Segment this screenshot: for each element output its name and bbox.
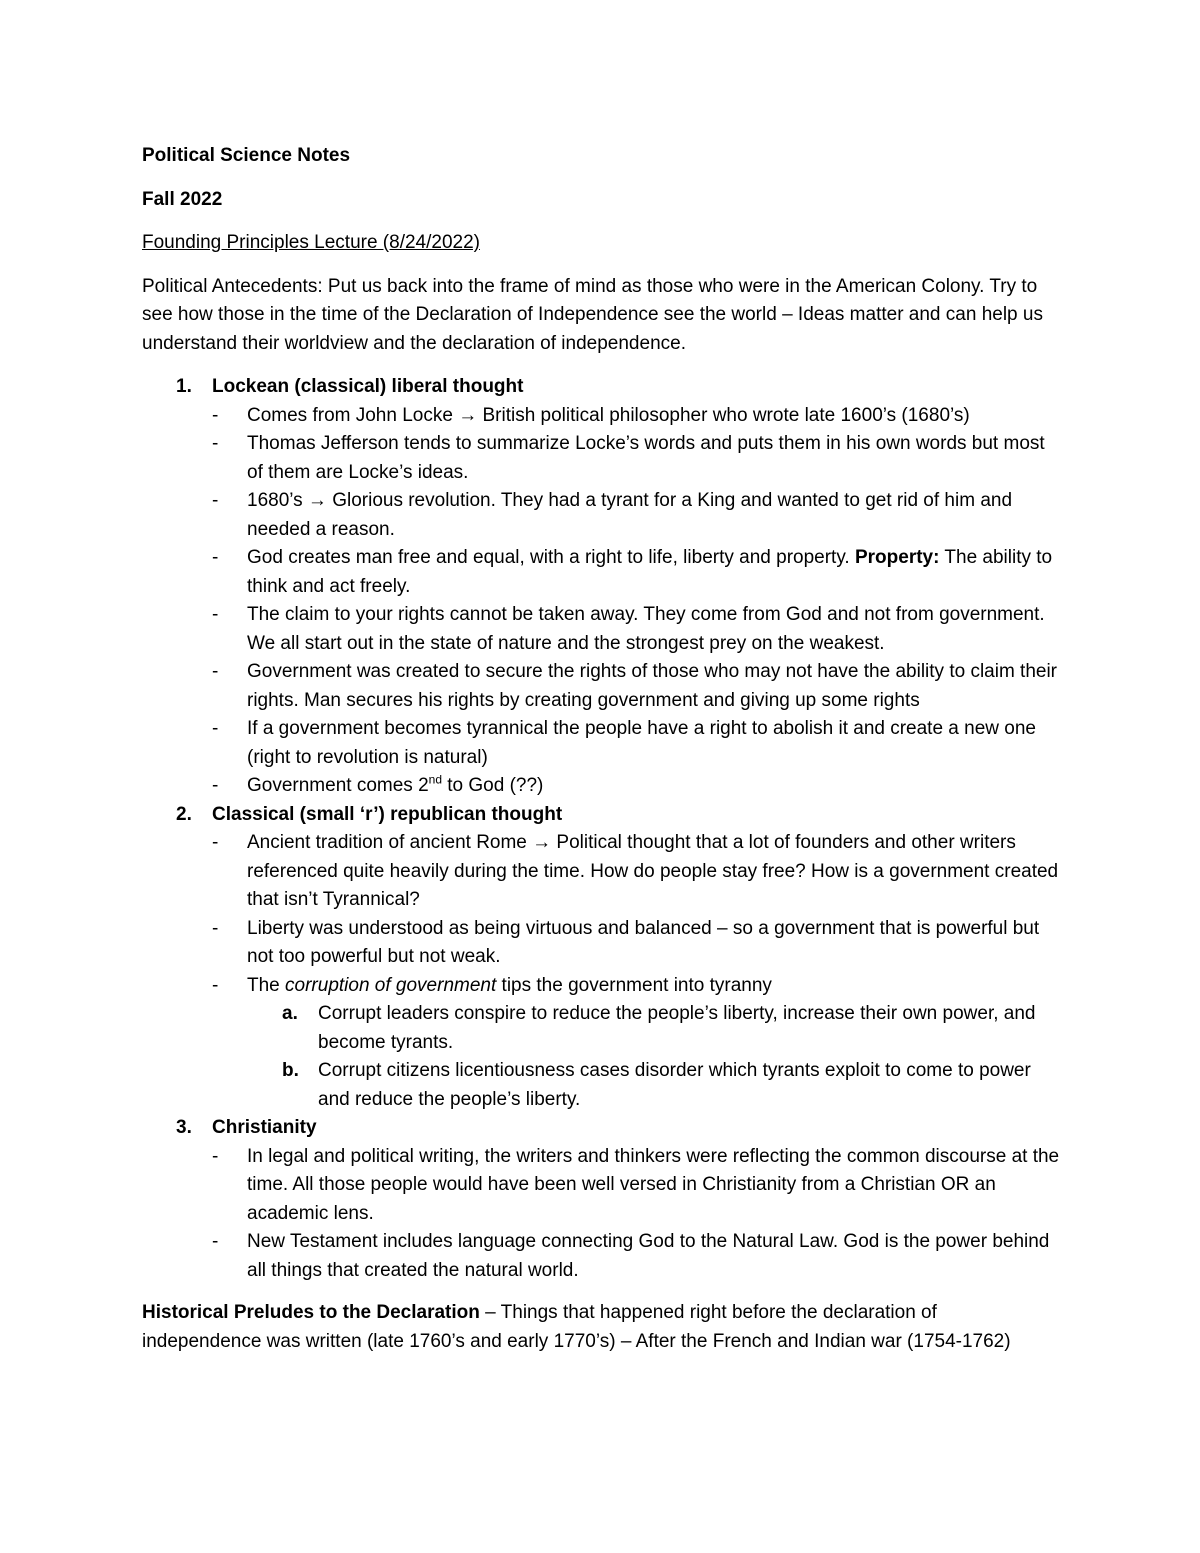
dash-marker: - xyxy=(212,604,219,625)
bullet-item xyxy=(212,972,1060,1115)
bullet-text: Government was created to secure the rights of those who may not have the ability to claim their rights. Man secures his rights by creating government and giving up some rights xyxy=(247,661,1058,711)
bullet-text: If a government becomes tyrannical the people have a right to abolish it and create a new one (right to revolution is natural) xyxy=(247,718,1036,768)
bullet-text: The claim to your rights cannot be taken away. They come from God and not from government. We all start out in the state of nature and the strongest prey on the weakest. xyxy=(247,604,1045,654)
dash-marker: - xyxy=(212,775,219,796)
term-label: Fall 2022 xyxy=(142,188,223,210)
bullet-item xyxy=(212,1228,1060,1285)
dash-marker: - xyxy=(212,404,219,426)
bullet-item xyxy=(212,544,1060,601)
section-title: Lockean (classical) liberal thought xyxy=(212,376,524,397)
main-numbered-list xyxy=(142,373,1060,1285)
dash-marker: - xyxy=(212,974,219,996)
bullet-item xyxy=(212,601,1060,658)
bullet-item xyxy=(212,715,1060,772)
bullet-item xyxy=(212,772,1060,801)
dash-marker: - xyxy=(212,718,219,739)
sub-item xyxy=(247,1057,1060,1114)
list-item-republican xyxy=(142,801,1060,1115)
dash-marker: - xyxy=(212,1145,219,1167)
bullet-list xyxy=(212,1143,1060,1286)
list-number: 3. xyxy=(176,1117,192,1138)
dash-marker: - xyxy=(212,661,219,682)
sub-item-letter: b. xyxy=(282,1060,299,1081)
bullet-item xyxy=(212,915,1060,972)
section-title: Classical (small ‘r’) republican thought xyxy=(212,803,563,825)
dash-marker: - xyxy=(212,433,219,454)
bullet-text: In legal and political writing, the writers and thinkers were reflecting the common discourse at the time. All those people would have been well versed in Christianity from a Christian OR an academic lens. xyxy=(247,1145,1060,1224)
preludes-paragraph xyxy=(142,1299,1060,1356)
bullet-item xyxy=(212,402,1060,431)
bullet-italic-phrase: corruption of government xyxy=(285,974,497,996)
list-item-lockean xyxy=(142,373,1060,801)
dash-marker: - xyxy=(212,490,219,511)
list-number: 2. xyxy=(176,803,192,825)
preludes-heading: Historical Preludes to the Declaration xyxy=(142,1302,480,1323)
bullet-text: Ancient tradition of ancient Rome → Political thought that a lot of founders and other writers referenced quite heavily during the time. How do people stay free? How is a government created that isn’t Tyrannical? xyxy=(247,832,1059,910)
sub-item xyxy=(247,1000,1060,1057)
bullet-item xyxy=(212,658,1060,715)
bullet-item xyxy=(212,1143,1060,1229)
dash-marker: - xyxy=(212,547,219,568)
bullet-item xyxy=(212,430,1060,487)
sub-item-text: Corrupt citizens licentiousness cases disorder which tyrants exploit to come to power and reduce the people’s liberty. xyxy=(318,1060,1031,1110)
bullet-text: The xyxy=(247,974,280,996)
bullet-text: God creates man free and equal, with a right to life, liberty and property. xyxy=(247,547,850,568)
bullet-text: Comes from John Locke → British political philosopher who wrote late 1600’s (1680’s) xyxy=(247,404,970,426)
bullet-item xyxy=(212,487,1060,544)
list-number: 1. xyxy=(176,376,192,397)
preludes-text: – Things that happened right before the declaration of independence was written (late 1760’s and early 1770’s) – After the French and Indian war (1754-1762) xyxy=(142,1302,1011,1352)
bullet-bold-term: Property: xyxy=(854,547,940,568)
dash-marker: - xyxy=(212,1231,219,1252)
document-title: Political Science Notes xyxy=(142,145,351,166)
sub-item-text: Corrupt leaders conspire to reduce the people’s liberty, increase their own power, and become tyrants. xyxy=(318,1003,1036,1053)
bullet-list xyxy=(212,829,1060,1114)
bullet-text: to God (??) xyxy=(447,775,544,796)
bullet-text: Liberty was understood as being virtuous and balanced – so a government that is powerful but not too powerful but not weak. xyxy=(247,917,1040,967)
bullet-text: New Testament includes language connecting God to the Natural Law. God is the power behind all things that created the natural world. xyxy=(247,1231,1050,1281)
sub-item-letter: a. xyxy=(282,1003,298,1024)
bullet-text: 1680’s → Glorious revolution. They had a tyrant for a King and wanted to get rid of him and needed a reason. xyxy=(247,490,1013,540)
bullet-list xyxy=(212,402,1060,801)
bullet-text: Government comes 2 xyxy=(247,775,429,796)
bullet-text: Thomas Jefferson tends to summarize Locke’s words and puts them in his own words but most of them are Locke’s ideas. xyxy=(247,433,1045,483)
lecture-heading: Founding Principles Lecture (8/24/2022) xyxy=(142,232,480,253)
bullet-text: tips the government into tyranny xyxy=(501,974,772,996)
list-item-christianity xyxy=(142,1114,1060,1285)
bullet-text: The ability to think and act freely. xyxy=(247,547,1053,597)
dash-marker: - xyxy=(212,832,219,853)
ordinal-superscript: nd xyxy=(428,772,442,787)
intro-paragraph: Political Antecedents: Put us back into the frame of mind as those who were in the American Colony. Try to see how those in the time of the Declaration of Independence see the world – Ideas matter and can help us understand their worldview and the declaration of independence. xyxy=(142,275,1043,354)
bullet-item xyxy=(212,829,1060,915)
lettered-sublist xyxy=(247,1000,1060,1114)
dash-marker: - xyxy=(212,917,219,939)
section-title: Christianity xyxy=(212,1117,317,1138)
